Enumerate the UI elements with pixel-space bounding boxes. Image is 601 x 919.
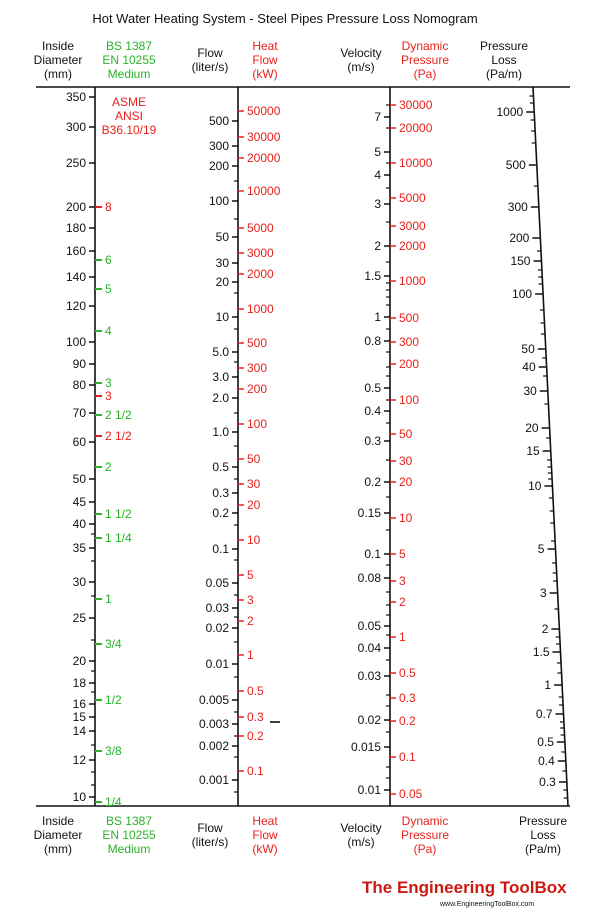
diameter-tick-label: 80 [72,378,86,392]
dynamic-pressure-header-line: (Pa) [413,67,437,81]
pressure-loss-header-line: Loss [491,53,517,67]
heat-flow-header-line: Flow [252,828,278,842]
bs-tick-label: 1/2 [105,693,122,707]
inside-diameter-header-line: (mm) [44,67,72,81]
pressure-loss-tick-label: 3 [539,586,547,600]
velocity-tick-label: 0.08 [357,571,381,585]
heat-flow-tick-label: 0.3 [247,710,264,724]
asme-tick-label: 3 [105,389,112,403]
dynamic-pressure-tick-label: 500 [399,311,420,325]
bs-header-line: Medium [107,67,151,81]
bs-tick-label: 1 [105,592,112,606]
bs-header-line: Medium [107,842,151,856]
flow-header-line: (liter/s) [191,835,229,849]
chart-title: Hot Water Heating System - Steel Pipes Pressure Loss Nomogram [92,11,478,26]
dynamic-pressure-tick-label: 0.1 [399,750,416,764]
flow-tick-label: 0.03 [205,601,229,615]
diameter-tick-label: 15 [72,710,86,724]
velocity-tick-label: 0.02 [357,713,381,727]
diameter-tick-label: 10 [72,790,86,804]
heat-flow-tick-label: 300 [247,361,268,375]
diameter-tick-label: 40 [72,517,86,531]
brand-name: The Engineering ToolBox [362,878,567,897]
diameter-tick-label: 250 [65,156,86,170]
diameter-tick-label: 25 [72,611,86,625]
flow-tick-label: 200 [208,159,229,173]
flow-tick-label: 30 [215,256,229,270]
flow-header-line: Flow [197,821,223,835]
flow-tick-label: 300 [208,139,229,153]
scale-ticks [66,90,568,809]
flow-header-line: Flow [197,46,223,60]
diameter-tick-label: 160 [65,244,86,258]
heat-flow-tick-label: 500 [247,336,268,350]
dynamic-pressure-tick-label: 2 [399,595,406,609]
velocity-header-line: (m/s) [347,60,375,74]
dynamic-pressure-tick-label: 2000 [399,239,426,253]
velocity-tick-label: 3 [374,197,381,211]
pressure-loss-tick-label: 0.5 [537,735,554,749]
flow-tick-label: 2.0 [212,391,229,405]
heat-flow-tick-label: 5000 [247,221,274,235]
heat-flow-tick-label: 20000 [247,151,281,165]
pressure-loss-tick-label: 30 [523,384,537,398]
heat-flow-tick-label: 1000 [247,302,274,316]
dynamic-pressure-header-line: Dynamic [401,39,449,53]
pressure-loss-tick-label: 200 [509,231,530,245]
inside-diameter-header-line: Diameter [33,53,83,67]
header-bottom [34,814,568,856]
diameter-tick-label: 140 [65,270,86,284]
inside-diameter-header-line: Diameter [33,828,83,842]
flow-tick-label: 100 [208,194,229,208]
flow-header-line: (liter/s) [191,60,229,74]
diameter-tick-label: 90 [72,357,86,371]
heat-flow-header-line: (kW) [252,67,278,81]
heat-flow-header-line: Heat [252,814,278,828]
velocity-tick-label: 0.03 [357,669,381,683]
diameter-tick-label: 12 [72,753,86,767]
flow-tick-label: 50 [215,230,229,244]
diameter-tick-label: 60 [72,435,86,449]
heat-flow-tick-label: 0.2 [247,729,264,743]
dynamic-pressure-tick-label: 20 [399,475,413,489]
diameter-tick-label: 120 [65,299,86,313]
diameter-tick-label: 350 [65,90,86,104]
dynamic-pressure-tick-label: 20000 [399,121,433,135]
flow-tick-label: 5.0 [212,345,229,359]
heat-flow-tick-label: 3 [247,593,254,607]
pressure-loss-tick-label: 5 [537,542,545,556]
velocity-tick-label: 4 [374,168,381,182]
pressure-loss-tick-label: 1 [544,678,552,692]
velocity-tick-label: 0.3 [364,434,381,448]
pressure-loss-tick-label: 2 [541,622,549,636]
header-top [34,39,529,81]
bs-header-line: EN 10255 [102,53,156,67]
heat-flow-tick-label: 100 [247,417,268,431]
flow-tick-label: 500 [208,114,229,128]
dynamic-pressure-tick-label: 300 [399,335,420,349]
dynamic-pressure-tick-label: 50 [399,427,413,441]
velocity-tick-label: 0.4 [364,404,381,418]
flow-tick-label: 0.1 [212,542,229,556]
diameter-tick-label: 35 [72,541,86,555]
inside-diameter-header-line: (mm) [44,842,72,856]
flow-tick-label: 3.0 [212,370,229,384]
flow-tick-label: 0.01 [205,657,229,671]
dynamic-pressure-tick-label: 1000 [399,274,426,288]
dynamic-pressure-tick-label: 10 [399,511,413,525]
dynamic-pressure-header-line: (Pa) [413,842,437,856]
pressure-loss-tick-label: 500 [505,158,526,172]
pressure-loss-header-line: (Pa/m) [525,842,561,856]
velocity-header-line: Velocity [340,821,382,835]
diameter-tick-label: 45 [72,495,86,509]
diameter-tick-label: 18 [72,676,86,690]
bs-tick-label: 4 [105,324,112,338]
heat-flow-header-line: Heat [252,39,278,53]
flow-tick-label: 0.003 [198,717,229,731]
pressure-loss-tick-label: 0.3 [539,775,556,789]
flow-tick-label: 0.001 [198,773,229,787]
pressure-loss-tick-label: 1000 [496,105,524,119]
dynamic-pressure-tick-label: 0.05 [399,787,423,801]
bs-header-line: EN 10255 [102,828,156,842]
dynamic-pressure-header-line: Pressure [400,53,450,67]
bs-tick-label: 1/4 [105,795,122,809]
pressure-loss-header-line: (Pa/m) [486,67,522,81]
heat-flow-tick-label: 10000 [247,184,281,198]
flow-tick-label: 10 [215,310,229,324]
dynamic-pressure-tick-label: 0.3 [399,691,416,705]
heat-flow-tick-label: 2000 [247,267,274,281]
velocity-tick-label: 2 [374,239,381,253]
pressure-loss-tick-label: 10 [528,479,542,493]
velocity-tick-label: 0.01 [357,783,381,797]
velocity-tick-label: 0.015 [350,740,381,754]
heat-flow-tick-label: 50 [247,452,261,466]
dynamic-pressure-header-line: Pressure [400,828,450,842]
heat-flow-header-line: Flow [252,53,278,67]
heat-flow-tick-label: 20 [247,498,261,512]
pressure-loss-header-line: Pressure [518,814,568,828]
diameter-tick-label: 180 [65,221,86,235]
brand-url: www.EngineeringToolBox.com [440,901,535,908]
heat-flow-header-line: (kW) [252,842,278,856]
flow-tick-label: 1.0 [212,425,229,439]
asme-label [102,95,157,137]
dynamic-pressure-tick-label: 200 [399,357,420,371]
pressure-loss-tick-label: 20 [525,421,539,435]
bs-tick-label: 3/4 [105,637,122,651]
flow-tick-label: 0.002 [198,739,229,753]
pressure-loss-tick-label: 150 [510,254,531,268]
heat-flow-tick-label: 0.1 [247,764,264,778]
dynamic-pressure-header-line: Dynamic [401,814,449,828]
dynamic-pressure-tick-label: 5000 [399,191,426,205]
velocity-tick-label: 0.04 [357,641,381,655]
heat-flow-tick-label: 2 [247,614,254,628]
dynamic-pressure-tick-label: 100 [399,393,420,407]
pressure-loss-tick-label: 0.4 [538,754,555,768]
asme-label-line: ASME [111,95,147,109]
pressure-loss-tick-label: 0.7 [535,707,553,721]
flow-tick-label: 0.05 [205,576,229,590]
pressure-loss-tick-label: 300 [507,200,528,214]
asme-label-line: ANSI [114,109,144,123]
velocity-tick-label: 0.05 [357,619,381,633]
bs-tick-label: 6 [105,253,112,267]
pressure-loss-tick-label: 15 [526,444,540,458]
pressure-loss-tick-label: 40 [522,360,536,374]
bs-tick-label: 5 [105,282,112,296]
velocity-tick-label: 1.5 [364,269,381,283]
pressure-loss-tick-label: 50 [521,342,535,356]
dynamic-pressure-tick-label: 1 [399,630,406,644]
inside-diameter-header-line: Inside [41,814,75,828]
diameter-tick-label: 300 [65,120,86,134]
heat-flow-tick-label: 50000 [247,104,281,118]
asme-tick-label: 8 [105,200,112,214]
diameter-tick-label: 70 [72,406,86,420]
bs-tick-label: 3/8 [105,744,122,758]
dynamic-pressure-tick-label: 30 [399,454,413,468]
flow-tick-label: 0.005 [198,693,229,707]
bs-header-line: BS 1387 [105,39,153,53]
brand-logo [362,878,567,908]
flow-tick-label: 0.02 [205,621,229,635]
dynamic-pressure-tick-label: 3 [399,574,406,588]
diameter-tick-label: 100 [65,335,86,349]
heat-flow-tick-label: 5 [247,568,254,582]
heat-flow-tick-label: 30000 [247,130,281,144]
dynamic-pressure-tick-label: 3000 [399,219,426,233]
velocity-tick-label: 7 [374,110,381,124]
velocity-header-line: (m/s) [347,835,375,849]
heat-flow-tick-label: 1 [247,648,254,662]
asme-tick-label: 2 1/2 [105,429,132,443]
velocity-tick-label: 0.5 [364,381,381,395]
heat-flow-tick-label: 3000 [247,246,274,260]
bs-tick-label: 1 1/2 [105,507,132,521]
pressure-loss-tick-label: 100 [512,287,533,301]
flow-tick-label: 0.2 [212,506,229,520]
dynamic-pressure-tick-label: 30000 [399,98,433,112]
velocity-tick-label: 0.1 [364,547,381,561]
velocity-tick-label: 0.8 [364,334,381,348]
dynamic-pressure-tick-label: 5 [399,547,406,561]
dynamic-pressure-tick-label: 0.5 [399,666,416,680]
heat-flow-tick-label: 0.5 [247,684,264,698]
flow-tick-label: 20 [215,275,229,289]
diameter-tick-label: 200 [65,200,86,214]
flow-tick-label: 0.5 [212,460,229,474]
pressure-loss-tick-label: 1.5 [532,645,550,659]
diameter-tick-label: 20 [72,654,86,668]
dynamic-pressure-tick-label: 0.2 [399,714,416,728]
velocity-header-line: Velocity [340,46,382,60]
pressure-loss-header-line: Pressure [479,39,529,53]
heat-flow-tick-label: 200 [247,382,268,396]
bs-tick-label: 1 1/4 [105,531,132,545]
bs-header-line: BS 1387 [105,814,153,828]
velocity-tick-label: 0.2 [364,475,381,489]
heat-flow-tick-label: 10 [247,533,261,547]
flow-tick-label: 0.3 [212,486,229,500]
diameter-tick-label: 16 [72,697,86,711]
bs-tick-label: 2 [105,460,112,474]
heat-flow-tick-label: 30 [247,477,261,491]
diameter-tick-label: 30 [72,575,86,589]
velocity-tick-label: 1 [374,310,381,324]
velocity-tick-label: 0.15 [357,506,381,520]
inside-diameter-header-line: Inside [41,39,75,53]
asme-label-line: B36.10/19 [101,123,157,137]
diameter-tick-label: 14 [72,724,86,738]
bs-tick-label: 2 1/2 [105,408,132,422]
dynamic-pressure-tick-label: 10000 [399,156,433,170]
velocity-tick-label: 5 [374,145,381,159]
pressure-loss-header-line: Loss [530,828,556,842]
bs-tick-label: 3 [105,376,112,390]
diameter-tick-label: 50 [72,472,86,486]
